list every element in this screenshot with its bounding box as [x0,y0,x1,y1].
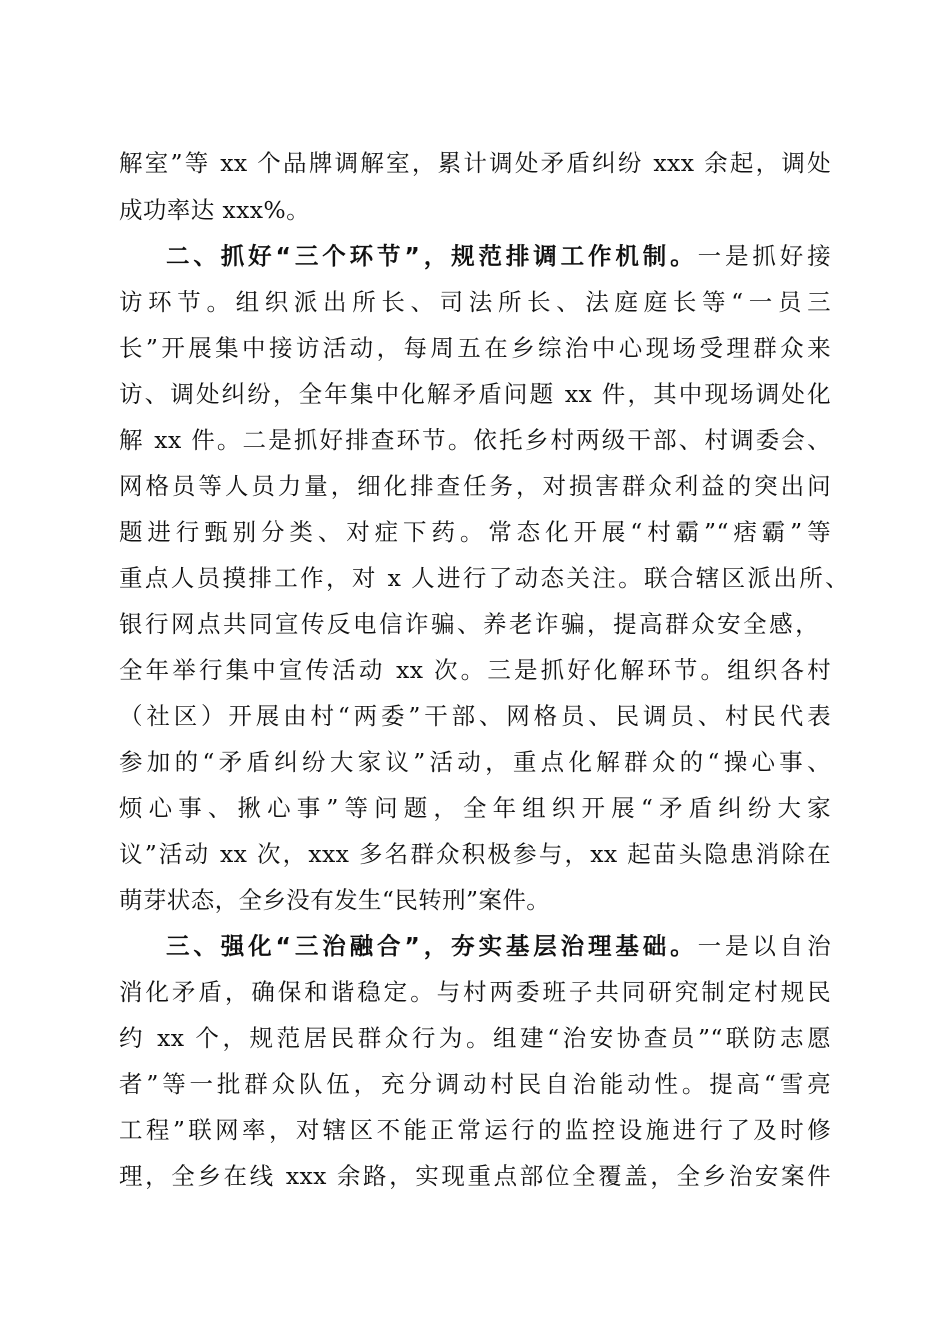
section-heading-3 [166,926,831,966]
heading-rest: 一是以自治 [697,932,832,960]
text-line: 参加的“矛盾纠纷大家议”活动，重点化解群众的“操心事、 [119,748,831,776]
text-line: （社区）开展由村“两委”干部、网格员、民调员、村民代表 [119,702,831,730]
heading-bold: 三、强化“三治融合”，夯实基层治理基础。 [166,932,698,960]
text-line: 议”活动 xx 次，xxx 多名群众积极参与，xx 起苗头隐患消除在 [119,840,831,868]
section-heading-2 [166,236,831,276]
text-line: 成功率达 xxx%。 [119,196,311,224]
text-line: 访环节。组织派出所长、司法所长、法庭庭长等“一员三 [119,288,831,316]
text-line: 解室”等 xx 个品牌调解室，累计调处矛盾纠纷 xxx 余起，调处 [119,149,831,177]
heading-bold: 二、抓好“三个环节”，规范排调工作机制。 [166,242,698,270]
text-line: 解 xx 件。二是抓好排查环节。依托乡村两级干部、村调委会、 [119,426,831,454]
text-line: 重点人员摸排工作，对 x 人进行了动态关注。联合辖区派出所、 [119,564,849,592]
text-line: 消化矛盾，确保和谐稳定。与村两委班子共同研究制定村规民 [119,978,831,1006]
text-line: 题进行甄别分类、对症下药。常态化开展“村霸”“痞霸”等 [119,518,831,546]
text-line: 萌芽状态，全乡没有发生“民转刑”案件。 [119,886,551,914]
text-line: 银行网点共同宣传反电信诈骗、养老诈骗，提高群众安全感， [119,610,819,638]
text-line: 约 xx 个，规范居民群众行为。组建“治安协查员”“联防志愿 [119,1024,831,1052]
text-line: 长”开展集中接访活动，每周五在乡综治中心现场受理群众来 [119,334,831,362]
text-line: 访、调处纠纷，全年集中化解矛盾问题 xx 件，其中现场调处化 [119,380,831,408]
text-line: 理，全乡在线 xxx 余路，实现重点部位全覆盖，全乡治安案件 [119,1162,831,1190]
text-line: 工程”联网率，对辖区不能正常运行的监控设施进行了及时修 [119,1116,831,1144]
text-line: 网格员等人员力量，细化排查任务，对损害群众利益的突出问 [119,472,831,500]
text-line: 烦心事、揪心事”等问题，全年组织开展“矛盾纠纷大家 [119,794,831,822]
heading-rest: 一是抓好接 [697,242,832,270]
text-line: 者”等一批群众队伍，充分调动村民自治能动性。提高“雪亮 [119,1070,831,1098]
text-line: 全年举行集中宣传活动 xx 次。三是抓好化解环节。组织各村 [119,656,831,684]
